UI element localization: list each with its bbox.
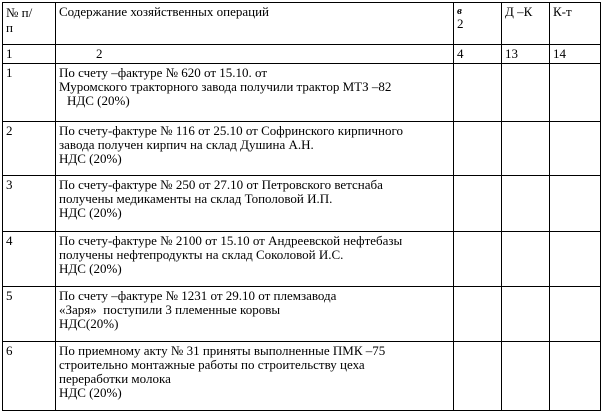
index-cell: 14 (550, 45, 601, 64)
row-col3 (454, 122, 502, 176)
row-number: 1 (3, 64, 56, 122)
desc-line: получены медикаменты на склад Тополовой И.П. (59, 191, 333, 206)
row-dk (502, 287, 550, 342)
row-kt (550, 342, 601, 411)
row-description (56, 176, 454, 232)
header-desc-cell (56, 3, 454, 45)
row-dk (502, 176, 550, 232)
desc-line: По счету-фактуре № 250 от 27.10 от Петровского ветснаба (59, 177, 383, 192)
header-dk: Д –К (505, 4, 533, 19)
row-description (56, 342, 454, 411)
header-num-cell (3, 3, 56, 45)
index-cell: 4 (454, 45, 502, 64)
desc-line: НДС(20%) (59, 316, 119, 331)
row-description (56, 64, 454, 122)
header-dk-cell (502, 3, 550, 45)
table-row (3, 232, 601, 287)
header-desc: Содержание хозяйственных операций (59, 4, 269, 19)
header-kt: К-т (553, 4, 572, 19)
header-col3-cell (454, 3, 502, 45)
row-dk (502, 122, 550, 176)
desc-line: НДС (20%) (67, 93, 130, 108)
row-number: 2 (3, 122, 56, 176)
row-number: 4 (3, 232, 56, 287)
row-col3 (454, 287, 502, 342)
column-index-row (3, 45, 601, 64)
desc-line: НДС (20%) (59, 205, 122, 220)
row-kt (550, 122, 601, 176)
header-row (3, 3, 601, 45)
row-kt (550, 287, 601, 342)
header-kt-cell (550, 3, 601, 45)
row-col3 (454, 342, 502, 411)
index-cell: 1 (3, 45, 56, 64)
desc-line: Муромского тракторного завода получили трактор МТЗ –82 (59, 79, 392, 94)
desc-line: По счету-фактуре № 2100 от 15.10 от Андреевской нефтебазы (59, 233, 403, 248)
table-row (3, 64, 601, 122)
header-col3-glyph: в (457, 5, 462, 17)
index-desc: 2 (96, 46, 103, 61)
desc-line: НДС (20%) (59, 261, 122, 276)
row-description (56, 287, 454, 342)
header-col3-num: 2 (457, 16, 464, 31)
index-cell: 13 (502, 45, 550, 64)
row-description (56, 122, 454, 176)
desc-line: строительно монтажные работы по строительству цеха (59, 357, 365, 372)
row-dk (502, 342, 550, 411)
row-number: 5 (3, 287, 56, 342)
row-col3 (454, 176, 502, 232)
desc-line: получены нефтепродукты на склад Соколовой И.С. (59, 247, 344, 262)
table-row (3, 122, 601, 176)
row-col3 (454, 232, 502, 287)
index-cell (56, 45, 454, 64)
row-dk (502, 64, 550, 122)
table-row (3, 176, 601, 232)
row-kt (550, 232, 601, 287)
desc-line: По приемному акту № 31 приняты выполненные ПМК –75 (59, 343, 386, 358)
operations-table (2, 2, 601, 411)
desc-line: «Заря» поступили 3 племенные коровы (59, 302, 281, 317)
row-col3 (454, 64, 502, 122)
row-dk (502, 232, 550, 287)
desc-line: По счету-фактуре № 116 от 25.10 от Софринского кирпичного (59, 123, 403, 138)
table-row (3, 342, 601, 411)
desc-line: НДС (20%) (59, 385, 122, 400)
row-number: 3 (3, 176, 56, 232)
row-kt (550, 64, 601, 122)
table-row (3, 287, 601, 342)
row-number: 6 (3, 342, 56, 411)
row-description (56, 232, 454, 287)
desc-line: переработки молока (59, 371, 171, 386)
header-num-line2: п (6, 20, 13, 35)
desc-line: НДС (20%) (59, 151, 122, 166)
row-kt (550, 176, 601, 232)
header-num-line1: № п/ (6, 5, 33, 20)
desc-line: завода получен кирпич на склад Душина А.Н. (59, 137, 314, 152)
desc-line: По счету –фактуре № 620 от 15.10. от (59, 65, 268, 80)
desc-line: По счету –фактуре № 1231 от 29.10 от племзавода (59, 288, 337, 303)
